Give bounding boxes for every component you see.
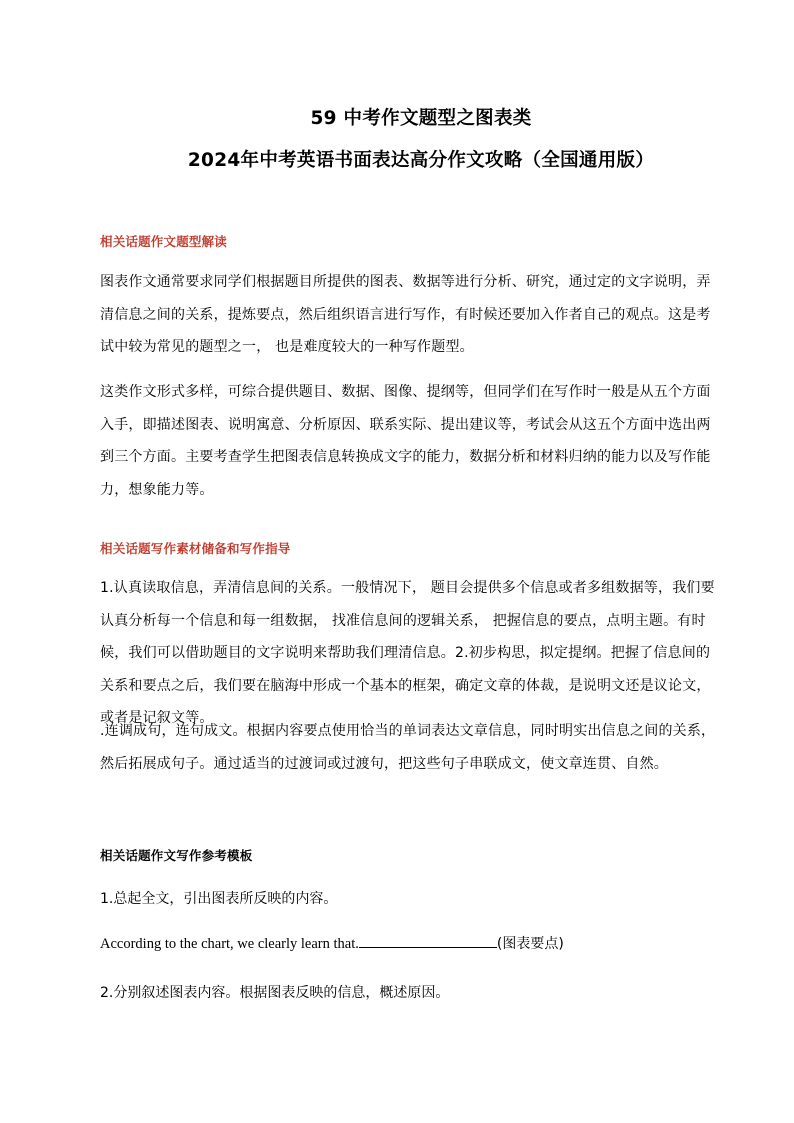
- paragraph-forms: 这类作文形式多样，可综合提供题目、数据、图像、提纲等，但同学们在写作时一般是从五个方面入手，即描述图表、说明寓意、分析原因、联系实际、提出建议等，考试会从这五个方面中选出两到三个方面。主要考查学生把图表信息转换成文字的能力，数据分析和材料归纳的能力以及写作能力，想象能力等。: [100, 384, 711, 498]
- template-sentence-suffix: (图表要点): [496, 936, 564, 952]
- template-sentence: [100, 933, 564, 953]
- document-title-line1: 59 中考作文题型之图表类: [310, 108, 532, 129]
- template-sentence-prefix: According to the chart, we clearly learn that.: [100, 936, 359, 952]
- fill-in-blank: [359, 935, 497, 948]
- paragraph-steps: 1.认真读取信息，弄清信息间的关系。一般情况下， 题目会提供多个信息或者多组数据等，我们要认真分析每一个信息和每一组数据， 找准信息间的逻辑关系， 把握信息的要点，点明主题。有时候，我们可以借助题目的文字说明来帮助我们理清信息。2.初步构思，拟定提纲。把握了信息间的关系和要点之后，我们要在脑海中形成一个基本的框架，确定文章的体裁，是说明文还是议论文，或者是记叙文等。: [100, 580, 715, 726]
- section-heading-guidance: 相关话题写作素材储备和写作指导: [100, 541, 291, 556]
- document-title-line2: 2024年中考英语书面表达高分作文攻略（全国通用版）: [187, 150, 655, 171]
- section-heading-template: 相关话题作文写作参考模板: [100, 848, 253, 863]
- paragraph-compose: .连调成句，连句成文。根据内容要点使用恰当的单词表达文章信息，同时明实出信息之间的关系，然后拓展成句子。通过适当的过渡词或过渡句，把这些句子串联成文，使文章连贯、自然。: [100, 723, 716, 772]
- section-heading-interpretation: 相关话题作文题型解读: [100, 234, 228, 249]
- paragraph-intro-text: 图表作文通常要求同学们根据题目所提供的图表、数据等进行分析、研究，通过定的文字说明，弄清信息之间的关系，提炼要点，然后组织语言进行写作，有时候还要加入作者自己的观点。这是考试中较为常见的题型之一， 也是难度较大的一种写作题型。: [100, 274, 711, 355]
- template-item-2: 2.分别叙述图表内容。根据图表反映的信息，概述原因。: [100, 985, 450, 1001]
- paragraph-intro: [100, 266, 722, 364]
- template-item-1: 1.总起全文，引出图表所反映的内容。: [100, 891, 338, 907]
